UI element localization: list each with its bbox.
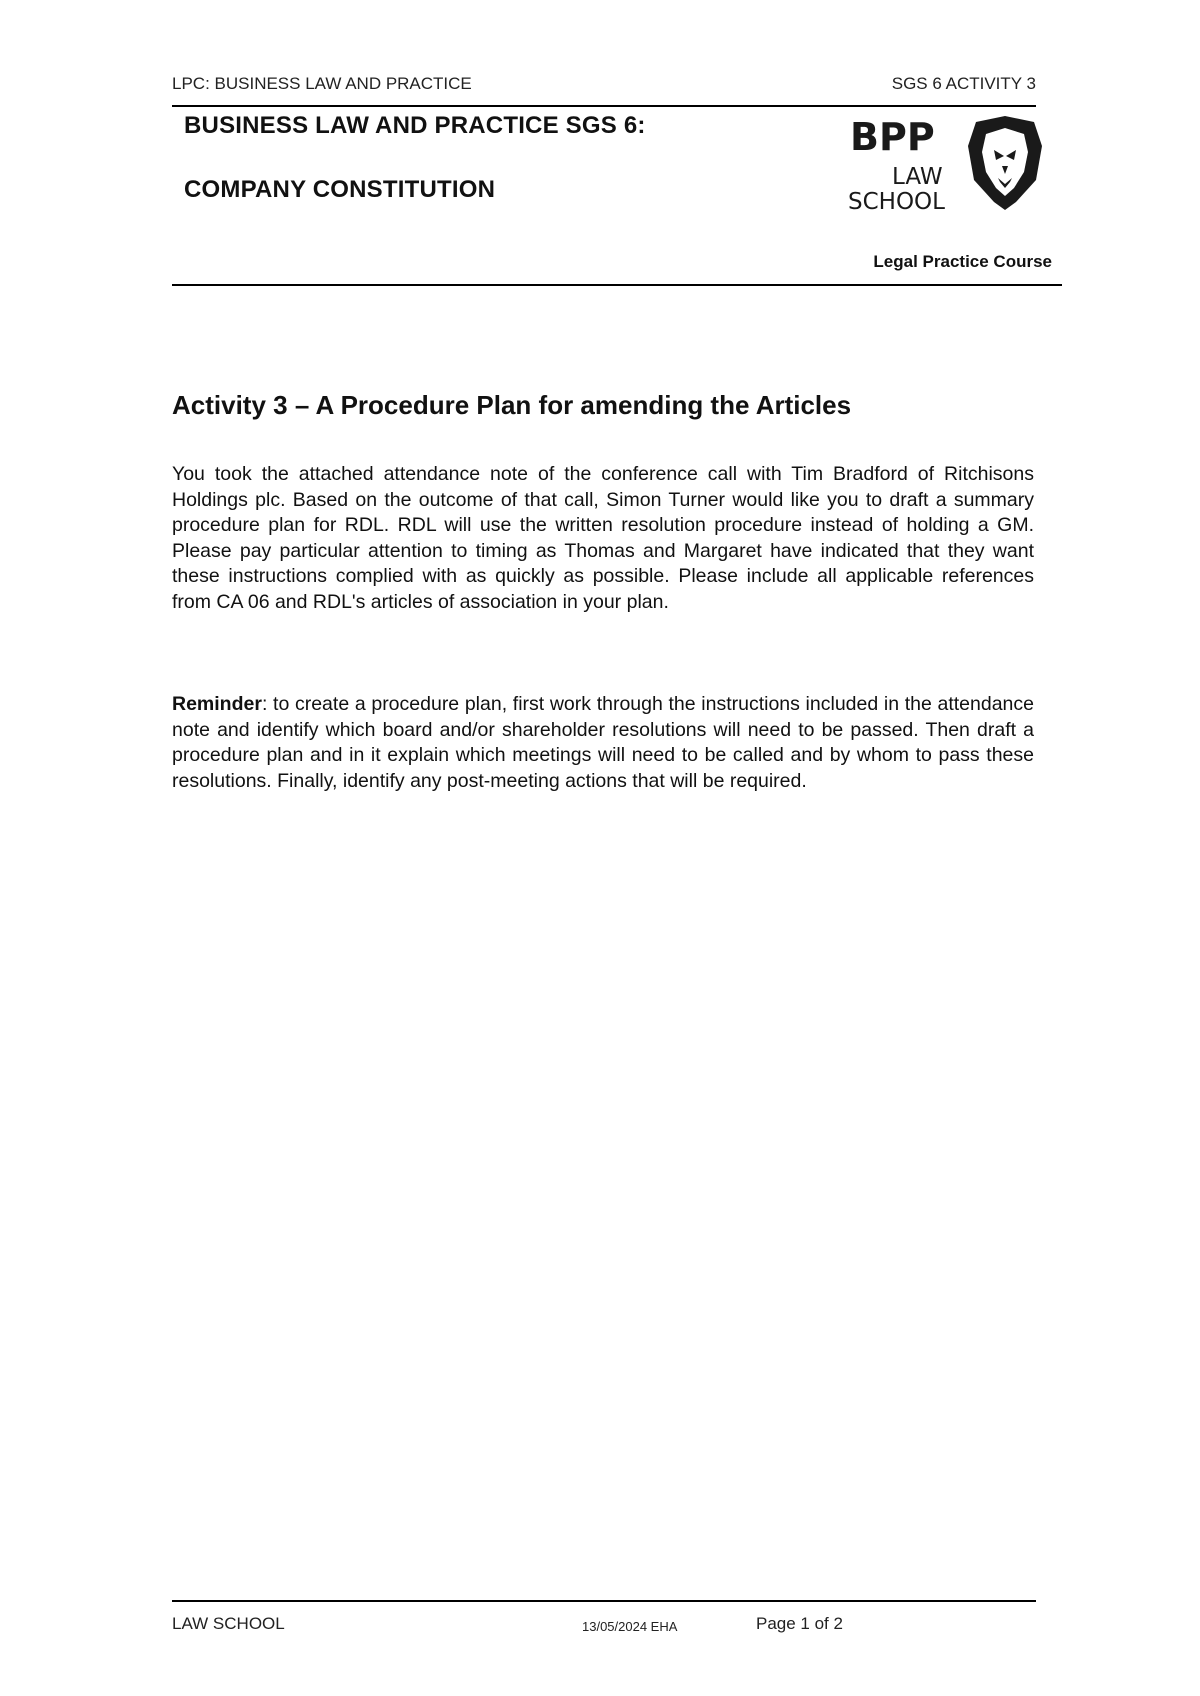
activity-heading: Activity 3 – A Procedure Plan for amending the Articles bbox=[172, 390, 852, 420]
reminder-text: : to create a procedure plan, first work through the instructions included in the attendance note and identify which board and/or shareholder resolutions will need to be passed. Then draft a procedure plan and in it explain which meetings will need to be called and by whom to pass these resolutions. Finally, identify any post-meeting actions that will be required. bbox=[172, 693, 1034, 792]
course-label: Legal Practice Course bbox=[873, 252, 1052, 271]
logo-text-school: SCHOOL bbox=[848, 189, 945, 215]
footer-left: LAW SCHOOL bbox=[172, 1614, 285, 1633]
lion-head-shield-icon bbox=[966, 116, 1044, 212]
footer-date: 13/05/2024 EHA bbox=[582, 1619, 678, 1634]
logo-text-bpp: BPP bbox=[850, 115, 935, 159]
header-left: LPC: BUSINESS LAW AND PRACTICE bbox=[172, 74, 472, 93]
header-right: SGS 6 ACTIVITY 3 bbox=[891, 74, 1036, 93]
document-title-line2: COMPANY CONSTITUTION bbox=[184, 176, 496, 203]
footer-rule bbox=[172, 1600, 1036, 1602]
reminder-label: Reminder bbox=[172, 693, 262, 715]
reminder-paragraph bbox=[172, 692, 1034, 794]
document-title-line1: BUSINESS LAW AND PRACTICE SGS 6: bbox=[184, 112, 646, 139]
bpp-law-school-logo bbox=[848, 116, 1048, 216]
header-rule bbox=[172, 105, 1036, 107]
logo-text-law: LAW bbox=[892, 164, 943, 190]
instructions-paragraph: You took the attached attendance note of the conference call with Tim Bradford of Ritchisons Holdings plc. Based on the outcome of that call, Simon Turner would like you to draft a summary procedure plan for RDL. RDL will use the written resolution procedure instead of holding a GM. Please pay particular attention to timing as Thomas and Margaret have indicated that they want these instructions complied with as quickly as possible. Please include all applicable references from CA 06 and RDL's articles of association in your plan. bbox=[172, 463, 1034, 613]
page-number: Page 1 of 2 bbox=[756, 1614, 843, 1633]
title-block-rule bbox=[172, 284, 1062, 286]
